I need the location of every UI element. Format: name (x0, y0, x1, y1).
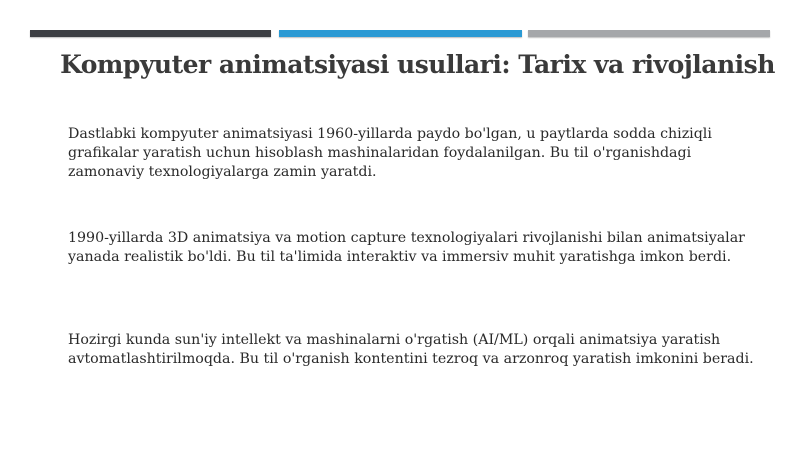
paragraph-ai-ml: Hozirgi kunda sun'iy intellekt va mashinalarni o'rgatish (AI/ML) orqali animatsiya yaratish avtomatlashtirilmoqda. Bu til o'rganish kontentini tezroq va arzonroq yaratish imkonini beradi. (68, 332, 754, 367)
slide-title: Kompyuter animatsiyasi usullari: Tarix va rivojlanish (60, 50, 775, 79)
paragraph-history: Dastlabki kompyuter animatsiyasi 1960-yillarda paydo bo'lgan, u paytlarda sodda chiziqli grafikalar yaratish uchun hisoblash mashinalaridan foydalanilgan. Bu til o'rganishdagi zamonaviy texnologiyalarga zamin yaratdi. (68, 126, 712, 180)
header-accent-bars (30, 30, 770, 38)
accent-bar-dark (30, 30, 271, 37)
accent-bar-blue (279, 30, 522, 37)
accent-bar-gray (528, 30, 770, 37)
paragraph-3d-animation: 1990-yillarda 3D animatsiya va motion capture texnologiyalari rivojlanishi bilan animatsiyalar yanada realistik bo'ldi. Bu til ta'limida interaktiv va immersiv muhit yaratishga imkon berdi. (68, 230, 745, 265)
